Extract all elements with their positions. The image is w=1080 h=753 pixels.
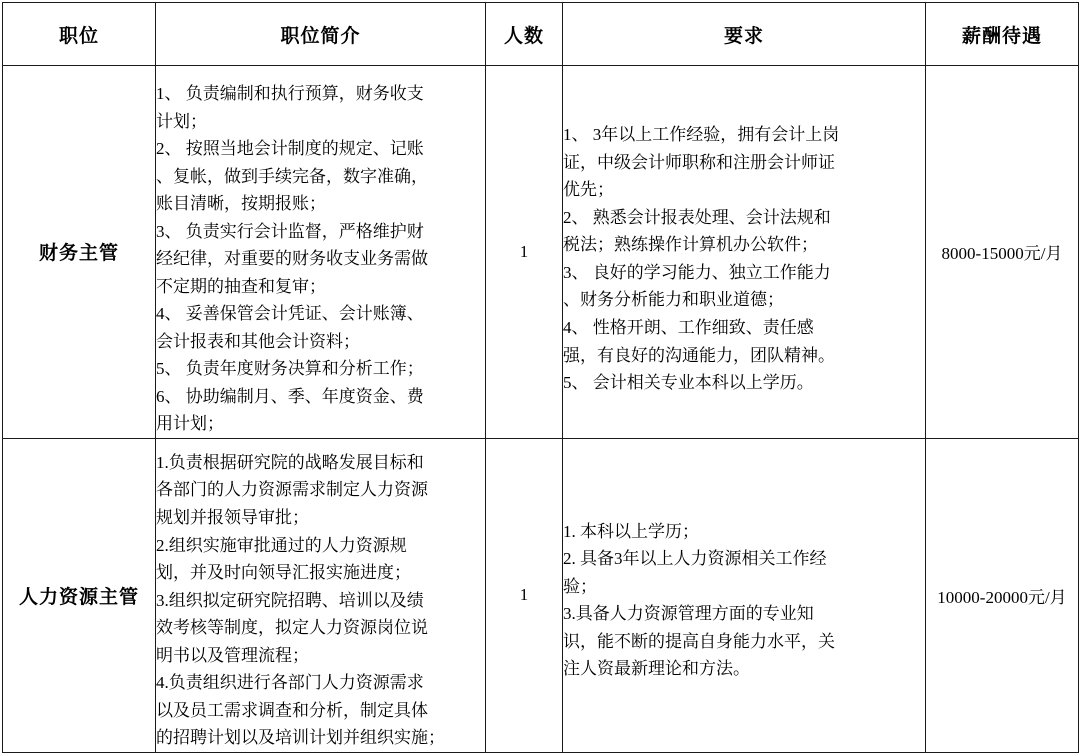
text-line: 各部门的人力资源需求制定人力资源 (156, 480, 428, 500)
cell-count: 1 (486, 438, 563, 752)
cell-requirements (563, 438, 926, 752)
cell-salary: 8000-15000元/月 (926, 66, 1079, 439)
text-line: 5、 负责年度财务决算和分析工作； (156, 359, 424, 379)
text-line: 以及员工需求调查和分析，制定具体 (156, 700, 428, 720)
cell-salary: 10000-20000元/月 (926, 438, 1079, 752)
text-line: 会计报表和其他会计资料； (156, 331, 360, 351)
column-header-salary: 薪酬待遇 (926, 3, 1079, 66)
text-line: 3、 负责实行会计监督，严格维护财 (156, 221, 424, 241)
text-line: 证，中级会计师职称和注册会计师证 (563, 152, 835, 172)
cell-description (156, 66, 486, 439)
table-row (3, 66, 1079, 439)
column-header-count: 人数 (486, 3, 563, 66)
text-line: 2.组织实施审批通过的人力资源规 (156, 535, 407, 555)
text-line: 4、 性格开朗、工作细致、责任感 (563, 318, 814, 338)
text-line: 明书以及管理流程； (156, 645, 309, 665)
text-line: 规划并报领导审批； (156, 507, 309, 527)
text-line: 1. 本科以上学历； (563, 521, 699, 541)
text-line: 3、 良好的学习能力、独立工作能力 (563, 262, 831, 282)
cell-count: 1 (486, 66, 563, 439)
cell-description (156, 438, 486, 752)
text-line: 强，有良好的沟通能力，团队精神。 (563, 345, 835, 365)
text-line: 的招聘计划以及培训计划并组织实施； (156, 728, 445, 748)
text-line: 划，并及时向领导汇报实施进度； (156, 563, 411, 583)
text-line: 2. 具备3年以上人力资源相关工作经 (563, 549, 827, 569)
text-line: 优先； (563, 180, 614, 200)
text-line: 、复帐，做到手续完备，数字准确， (156, 166, 428, 186)
job-listing-table (2, 2, 1079, 753)
text-line: 账目清晰，按期报账； (156, 194, 326, 214)
column-header-requirements: 要求 (563, 3, 926, 66)
text-line: 不定期的抽查和复审； (156, 276, 326, 296)
text-line: 4.负责组织进行各部门人力资源需求 (156, 673, 424, 693)
text-line: 2、 按照当地会计制度的规定、记账 (156, 139, 424, 159)
text-line: 1、 负责编制和执行预算，财务收支 (156, 84, 424, 103)
table-header-row (3, 3, 1079, 66)
text-line: 计划； (156, 111, 207, 131)
cell-position: 人力资源主管 (3, 438, 156, 752)
text-line: 验； (563, 576, 597, 596)
text-line: 、财务分析能力和职业道德； (563, 290, 784, 310)
text-line: 2、 熟悉会计报表处理、会计法规和 (563, 207, 831, 227)
cell-position: 财务主管 (3, 66, 156, 439)
text-line: 4、 妥善保管会计凭证、会计账簿、 (156, 304, 424, 324)
text-line: 效考核等制度，拟定人力资源岗位说 (156, 618, 428, 638)
cell-requirements (563, 66, 926, 439)
table-row (3, 438, 1079, 752)
text-line: 3.组织拟定研究院招聘、培训以及绩 (156, 590, 424, 610)
text-line: 1.负责根据研究院的战略发展目标和 (156, 452, 424, 472)
text-line: 用计划； (156, 414, 224, 434)
text-line: 识，能不断的提高自身能力水平，关 (563, 631, 835, 651)
text-line: 5、 会计相关专业本科以上学历。 (563, 373, 814, 393)
text-line: 税法；熟练操作计算机办公软件； (563, 235, 818, 255)
text-line: 注人资最新理论和方法。 (563, 659, 750, 679)
text-line: 3.具备人力资源管理方面的专业知 (563, 604, 814, 624)
text-line: 经纪律，对重要的财务收支业务需做 (156, 249, 428, 269)
column-header-position: 职位 (3, 3, 156, 66)
text-line: 6、 协助编制月、季、年度资金、费 (156, 386, 424, 406)
column-header-description: 职位简介 (156, 3, 486, 66)
text-line: 1、 3年以上工作经验，拥有会计上岗 (563, 125, 840, 145)
